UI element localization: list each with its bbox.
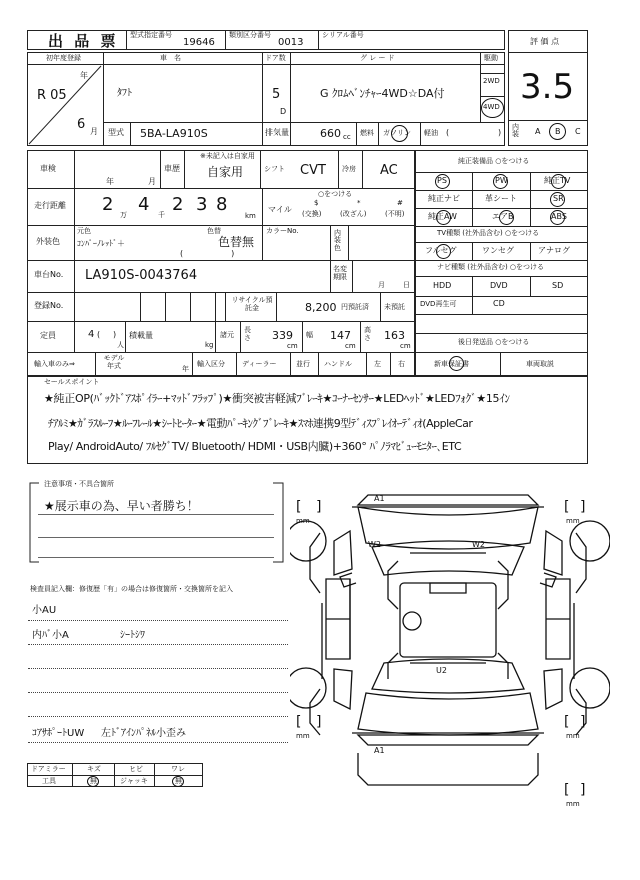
details-frame	[27, 150, 415, 376]
acc-jack-circle	[172, 776, 184, 787]
load-unit: kg	[205, 341, 214, 349]
shift-label: シフト	[264, 165, 285, 173]
mile-alt-sym: *	[357, 199, 361, 207]
mile-circle-note: ○をつける	[318, 190, 353, 198]
equip-sr-circle	[550, 192, 565, 207]
notes-bracket	[27, 480, 287, 565]
score-label: 評 価 点	[530, 37, 560, 46]
mark-w2-left: W2	[368, 540, 381, 549]
mileage-d1: 2	[102, 194, 114, 215]
later-warranty: 新車保証書	[434, 360, 469, 368]
ac-label: 冷房	[342, 165, 356, 173]
color-no-label: カラーNo.	[266, 227, 299, 235]
length-cm: cm	[287, 342, 298, 350]
equip-ps-circle	[435, 174, 450, 189]
type-no: 19646	[183, 37, 215, 48]
height-cm: cm	[400, 342, 411, 350]
length-label: 長さ	[244, 326, 251, 342]
mark-a1-rear: A1	[374, 746, 385, 755]
model-year-unit: 年	[182, 365, 189, 373]
serial-label: シリアル番号	[322, 31, 364, 39]
door-count: 5	[272, 87, 281, 102]
equip-aw: 純正AW	[428, 212, 457, 221]
import-parallel: 並行	[296, 360, 310, 368]
capacity-unit: 人	[117, 341, 124, 349]
later-warranty-circle	[449, 356, 464, 371]
shift: CVT	[300, 163, 326, 178]
fuel-label: 燃料	[360, 129, 374, 137]
form-title: 出 品 票	[48, 32, 119, 50]
handle-left: 左	[374, 360, 381, 368]
tread-rl-close: ]	[316, 714, 322, 730]
tread-spare-open: [	[564, 782, 570, 798]
height-label: 高さ	[364, 326, 371, 342]
fuel-diesel: 軽油	[424, 129, 438, 137]
equip-tv: 純正TV	[544, 176, 571, 185]
door-suffix: D	[280, 107, 287, 116]
handle-label: ハンドル	[324, 360, 352, 368]
mile-label: マイル	[268, 205, 292, 214]
acc-mirror: ドアミラー	[31, 765, 66, 773]
color-label: 外装色	[36, 237, 60, 246]
fuel-gasoline: ガソリン	[383, 129, 411, 137]
navi-dvd: DVD	[490, 281, 508, 290]
displacement: 660	[320, 127, 341, 140]
grade-label: グ レ ー ド	[360, 54, 395, 62]
orig-color-label: 元色	[77, 227, 91, 235]
mile-exch: (交換)	[302, 210, 322, 218]
inspector-line-6b: 左ﾄﾞｱｲﾝﾊﾟﾈﾙ小歪み	[101, 728, 186, 739]
tread-fr-open: [	[564, 499, 570, 515]
capacity-label: 定員	[40, 331, 56, 340]
mile-unknown-sym: #	[397, 199, 403, 207]
tread-rr-close: ]	[580, 714, 586, 730]
orig-color: ｺﾝﾊﾟｰﾉﾚｯﾄﾞ＋	[77, 239, 125, 248]
mile-alt: (改ざん)	[340, 210, 367, 218]
tread-rr-mm: mm	[566, 732, 580, 740]
mark-u2: U2	[436, 666, 447, 675]
mile-unknown: (不明)	[385, 210, 405, 218]
navi-title: ナビ種類 (社外品含む) ○をつける	[437, 263, 545, 271]
first-reg-month: 6	[77, 117, 86, 132]
ac: AC	[380, 163, 398, 178]
disp-label: 排気量	[265, 128, 289, 137]
tread-fl-close: ]	[316, 499, 322, 515]
inspector-line-2a: 内ﾊﾞ小A	[32, 630, 69, 641]
interior-b: B	[555, 127, 561, 136]
drive-4wd-circle	[481, 98, 504, 118]
equip-navi: 純正ナビ	[428, 194, 460, 203]
equip-airbag: エアB	[492, 212, 514, 221]
recycle-label: リサイクル預託金	[231, 296, 273, 313]
equip-abs-circle	[550, 210, 565, 225]
paint: 色替無	[218, 235, 255, 249]
equip-pw-circle	[493, 174, 508, 189]
mark-w2-right: W2	[472, 540, 485, 549]
fuel-gasoline-circle	[391, 125, 408, 142]
mileage-sen: 千	[158, 211, 165, 219]
usage: 自家用	[207, 165, 244, 179]
tv-title: TV種類 (社外品含む) ○をつける	[437, 229, 540, 237]
mark-a1-front: A1	[374, 494, 385, 503]
tv-fullseg: フルセグ	[425, 246, 457, 255]
tread-fr-close: ]	[580, 499, 586, 515]
name-change-label: 名変期限	[333, 265, 347, 282]
acc-jack-label: ジャッキ	[120, 777, 148, 785]
equip-leather: 革シート	[485, 194, 517, 203]
mileage-d5: 8	[216, 194, 228, 215]
equip-aw-circle	[436, 210, 451, 225]
inspector-label: 検査員記入欄：修復歴「有」の場合は修復箇所・交換箇所を記入	[30, 585, 233, 593]
inspection-year: 年	[106, 177, 114, 186]
class-no-label: 類別区分番号	[229, 31, 271, 39]
interior-c: C	[575, 127, 581, 136]
interior-color-label: 内装色	[334, 229, 341, 252]
interior-a: A	[535, 127, 541, 136]
load-label: 積載量	[129, 331, 153, 340]
cd: CD	[493, 299, 505, 308]
dims-label: 諸元	[220, 331, 234, 339]
model: 5BA-LA910S	[140, 127, 208, 140]
tread-rl-mm: mm	[296, 732, 310, 740]
inspection-label: 車検	[40, 164, 56, 173]
tv-analog: アナログ	[538, 246, 570, 255]
import-class-label: 輸入区分	[197, 360, 225, 368]
equipment-title: 純正装備品 ○をつける	[458, 157, 530, 165]
equip-tv-circle	[551, 174, 566, 189]
recycle-amount: 8,200	[305, 301, 337, 314]
name-label: 車 名	[160, 54, 181, 62]
width-cm: cm	[345, 342, 356, 350]
paint-label: 色替	[207, 227, 221, 235]
acc-tools-mark: 無	[90, 777, 97, 785]
tread-spare-mm: mm	[566, 800, 580, 808]
tv-fullseg-circle	[436, 244, 451, 259]
acc-tools-circle	[87, 776, 99, 787]
length: 339	[272, 329, 293, 342]
mileage-d3: 2	[172, 194, 184, 215]
disp-unit: cc	[343, 133, 351, 141]
sales-line-3: Play/ AndroidAuto/ ﾌﾙｾｸﾞTV/ Bluetooth/ HDMI・USB内臓)+360° ﾊﾟﾉﾗﾏﾋﾞｭｰﾓﾆﾀｰ､ETC	[48, 440, 462, 453]
tread-fl-mm: mm	[296, 517, 310, 525]
drive-2wd: 2WD	[483, 77, 500, 85]
acc-crack: ヒビ	[129, 765, 143, 773]
chassis: LA910S-0043764	[85, 268, 198, 283]
model-year-label: モデル年式	[103, 354, 125, 370]
score-value: 3.5	[520, 67, 575, 107]
interior-b-circle	[549, 123, 566, 140]
acc-tools-label: 工具	[42, 777, 56, 785]
import-label: 輸入車のみ⇒	[34, 360, 75, 368]
equip-airbag-circle	[499, 210, 514, 225]
tread-rr-open: [	[564, 714, 570, 730]
import-dealer: ディーラー	[242, 360, 277, 368]
navi-hdd: HDD	[433, 281, 452, 290]
later-manual: 車両取説	[526, 360, 554, 368]
mileage-label: 走行距離	[34, 201, 66, 210]
drive-4wd: 4WD	[483, 103, 500, 111]
chassis-label: 車台No.	[34, 270, 64, 279]
width: 147	[330, 329, 351, 342]
tread-spare-close: ]	[580, 782, 586, 798]
capacity-close: )	[113, 330, 117, 339]
usage-label: 車歴	[164, 164, 180, 173]
type-no-label: 型式指定番号	[130, 31, 172, 39]
paint-paren: ( )	[180, 249, 235, 258]
mileage-km: km	[245, 212, 256, 220]
inspector-line-2b: ｼｰﾄｼﾜ	[120, 630, 145, 641]
sales-label: セールスポイント	[44, 378, 100, 386]
mile-exch-sym: $	[314, 199, 319, 207]
model-label: 型式	[108, 128, 124, 137]
inspector-line-6a: ｺｱｻﾎﾟｰﾄUW	[32, 728, 85, 739]
inspector-line-1: 小AU	[32, 605, 57, 616]
name-change-month: 月	[378, 281, 385, 289]
name-change-day: 日	[403, 281, 410, 289]
first-reg-era: R 05	[37, 88, 67, 103]
width-label: 幅	[306, 331, 313, 339]
tv-oneseg: ワンセグ	[482, 246, 514, 255]
interior-label: 内装	[512, 123, 519, 139]
dvd-play-label: DVD再生可	[420, 300, 457, 308]
inspection-month: 月	[148, 177, 156, 186]
first-reg-month-unit: 月	[90, 127, 98, 136]
sales-line-1: ★純正OP(ﾊﾞｯｸﾄﾞｱｽﾎﾟｲﾗｰ+ﾏｯﾄﾞﾌﾗｯﾌﾟ)★衝突被害軽減ﾌﾞﾚｰｷ★ｺｰﾅｰｾﾝｻｰ★LEDﾍｯﾄﾞ★LEDﾌｫｸﾞ★15ｲﾝ	[44, 392, 510, 405]
vehicle-name: ﾀﾌﾄ	[117, 88, 132, 99]
notes-label: 注意事項・不具合箇所	[44, 480, 114, 488]
tread-fl-open: [	[296, 499, 302, 515]
car-diagram	[290, 483, 610, 813]
acc-break: ワレ	[171, 765, 185, 773]
usage-note: ※未記入は自家用	[200, 152, 255, 160]
reg-no-label: 登録No.	[34, 301, 64, 310]
mileage-d2: 4	[138, 194, 150, 215]
tread-rl-open: [	[296, 714, 302, 730]
navi-sd: SD	[552, 281, 564, 290]
acc-scratch: キズ	[87, 765, 101, 773]
capacity: 4	[88, 329, 95, 340]
handle-right: 右	[398, 360, 405, 368]
mileage-man: 万	[120, 211, 127, 219]
later-title: 後日発送品 ○をつける	[458, 338, 530, 346]
capacity-open: (	[97, 330, 101, 339]
grade: G ｸﾛﾑﾍﾞﾝﾁｬｰ4WD☆DA付	[320, 87, 445, 100]
tread-fr-mm: mm	[566, 517, 580, 525]
equip-sr: SR	[553, 194, 564, 203]
equip-pw: PW	[495, 176, 508, 185]
equip-abs: ABS	[551, 212, 567, 221]
sales-line-2: ﾁｱﾙﾐ★ｶﾞﾗｽﾙｰﾌ★ﾙｰﾌﾚｰﾙ★ｼｰﾄﾋｰﾀｰ★電動ﾊﾟｰｷﾝｸﾞﾌﾞﾚｰｷ★ｽﾏﾎ連携9型ﾃﾞｨｽﾌﾟﾚｲｵｰﾃﾞｨｵ(AppleCar	[48, 417, 473, 430]
acc-jack-mark: 無	[175, 777, 182, 785]
mileage-d4: 3	[196, 194, 208, 215]
notes-line-1: ★展示車の為、早い者勝ち！	[44, 499, 199, 513]
equip-ps: PS	[437, 176, 447, 185]
doors-label: ドア数	[265, 54, 286, 62]
first-reg-year-unit: 年	[80, 71, 88, 80]
recycle-unit: 円預託済	[341, 303, 369, 311]
first-reg-label: 初年度登録	[46, 54, 81, 62]
height: 163	[384, 329, 405, 342]
recycle-not: 未預託	[384, 303, 405, 311]
drive-label: 駆動	[484, 54, 498, 62]
class-no: 0013	[278, 37, 304, 48]
